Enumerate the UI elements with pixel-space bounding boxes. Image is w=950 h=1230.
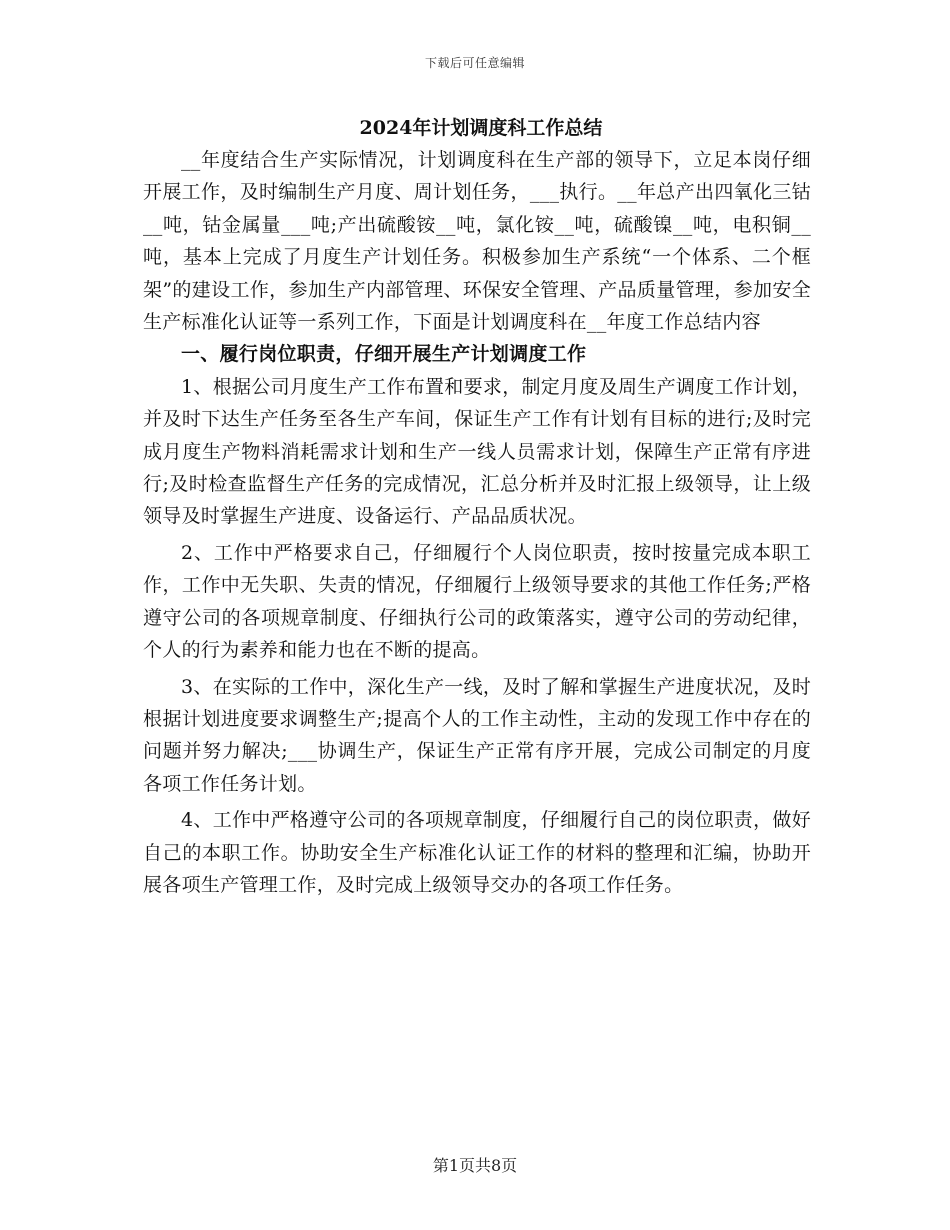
document-body xyxy=(143,112,811,901)
intro-paragraph: __年度结合生产实际情况，计划调度科在生产部的领导下，立足本岗仔细开展工作，及时编制生产月度、周计划任务，___执行。__年总产出四氧化三钴__吨，钴金属量___吨;产出硫酸铵__吨，氯化铵__吨，硫酸镍__吨，电积铜__吨，基本上完成了月度生产计划任务。积极参加生产系统“一个体系、二个框架”的建设工作，参加生产内部管理、环保安全管理、产品质量管理，参加安全生产标准化认证等一系列工作，下面是计划调度科在__年度工作总结内容 xyxy=(143,149,811,334)
section-heading-1: 一、履行岗位职责，仔细开展生产计划调度工作 xyxy=(181,343,587,366)
list-item-4: 4、工作中严格遵守公司的各项规章制度，仔细履行自己的岗位职责，做好自己的本职工作。协助安全生产标准化认证工作的材料的整理和汇编，协助开展各项生产管理工作，及时完成上级领导交办的各项工作任务。 xyxy=(143,809,811,896)
document-title: 2024年计划调度科工作总结 xyxy=(359,117,603,139)
list-item-2: 2、工作中严格要求自己，仔细履行个人岗位职责，按时按量完成本职工作，工作中无失职、失责的情况，仔细履行上级领导要求的其他工作任务;严格遵守公司的各项规章制度、仔细执行公司的政策落实，遵守公司的劳动纪律，个人的行为素养和能力也在不断的提高。 xyxy=(143,541,811,662)
list-item-3: 3、在实际的工作中，深化生产一线，及时了解和掌握生产进度状况，及时根据计划进度要求调整生产;提高个人的工作主动性，主动的发现工作中存在的问题并努力解决;___协调生产，保证生产正常有序开展，完成公司制定的月度各项工作任务计划。 xyxy=(143,675,811,795)
list-item-1: 1、根据公司月度生产工作布置和要求，制定月度及周生产调度工作计划，并及时下达生产任务至各生产车间，保证生产工作有计划有目标的进行;及时完成月度生产物料消耗需求计划和生产一线人员需求计划，保障生产正常有序进行;及时检查监督生产任务的完成情况，汇总分析并及时汇报上级领导，让上级领导及时掌握生产进度、设备运行、产品品质状况。 xyxy=(143,375,811,528)
header-note: 下载后可任意编辑 xyxy=(424,56,525,70)
page-indicator: 第1页共8页 xyxy=(432,1156,518,1175)
